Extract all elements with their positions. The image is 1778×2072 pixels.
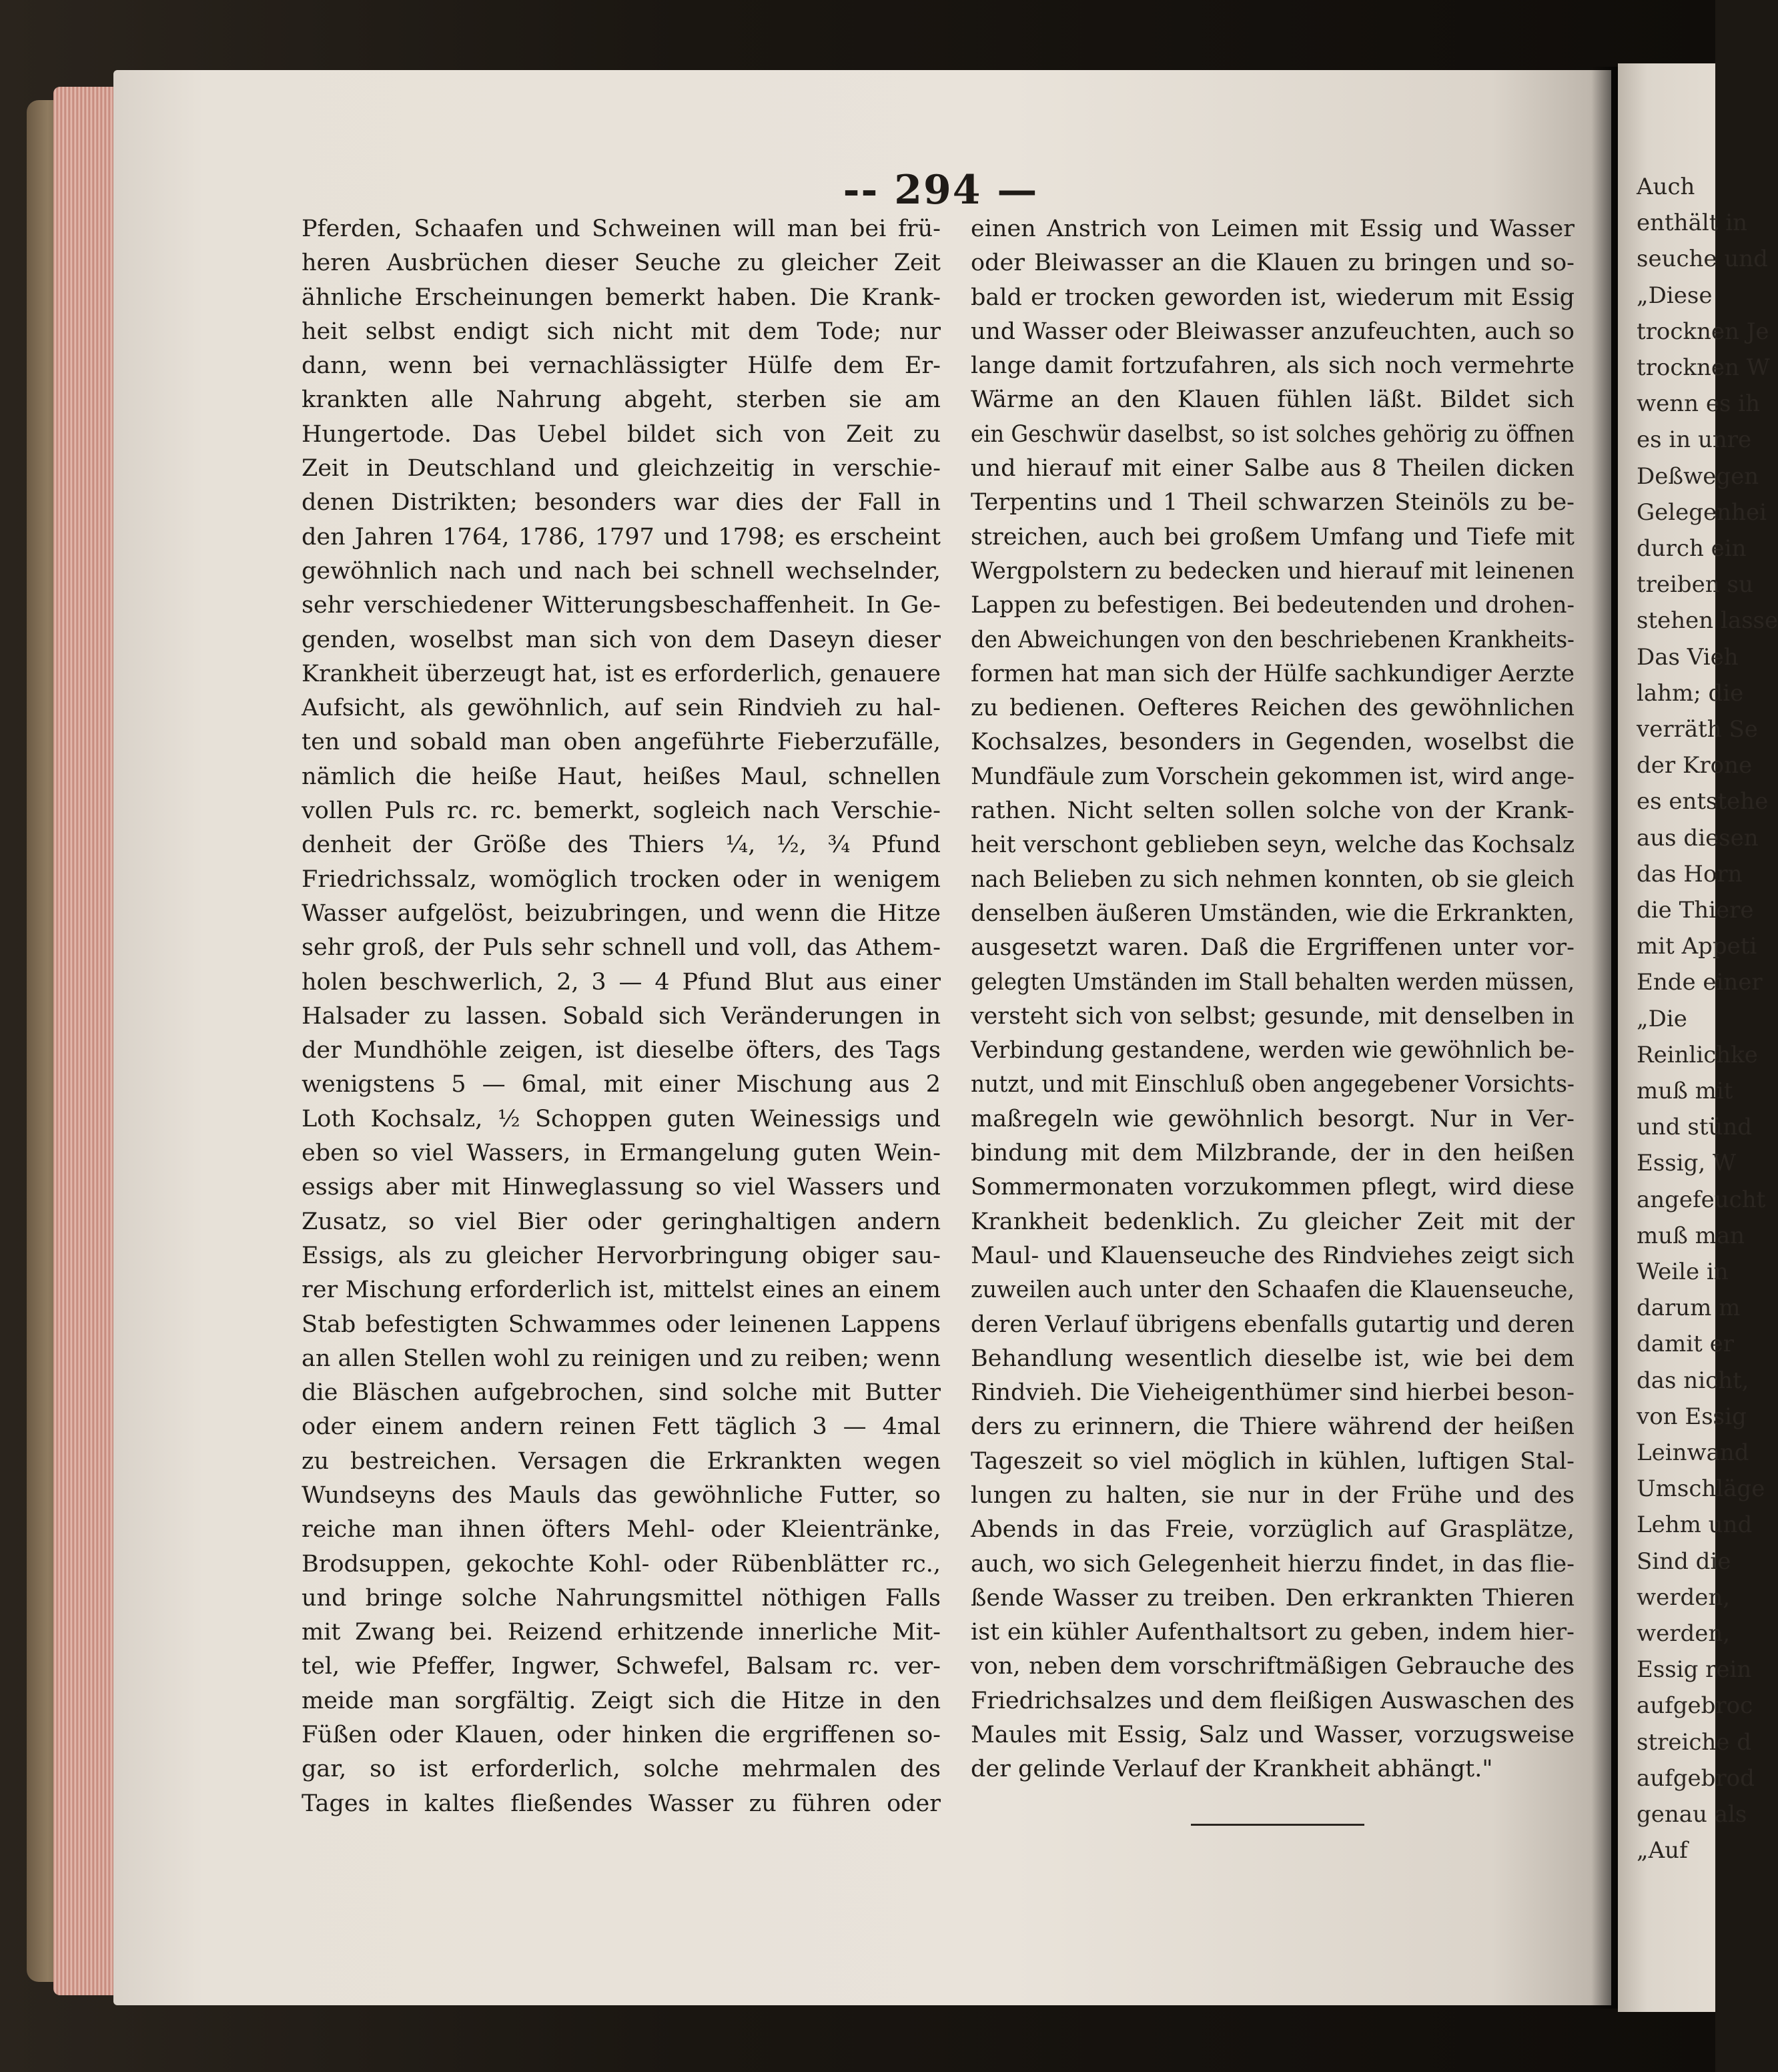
text-line: Sommermonaten vorzukommen pflegt, wird diese	[971, 1174, 1575, 1201]
next-page-line: werden,	[1637, 1620, 1731, 1647]
text-line: holen beschwerlich, 2, 3 — 4 Pfund Blut aus einer	[302, 968, 941, 996]
next-page-line: treiben su	[1637, 571, 1753, 599]
next-page-line: Sind die	[1637, 1547, 1731, 1575]
text-line: und bringe solche Nahrungsmittel nöthigen Falls	[302, 1584, 941, 1612]
next-page-line: stehen lasse	[1637, 607, 1778, 635]
text-line: lange damit fortzufahren, als sich noch vermehrte	[971, 352, 1575, 380]
next-page-line: mit Appeti	[1637, 933, 1757, 960]
text-line: gewöhnlich nach und nach bei schnell wechselnder,	[302, 557, 941, 585]
next-page-line: wenn es ih	[1637, 390, 1760, 418]
text-line: deren Verlauf übrigens ebenfalls gutartig und deren	[971, 1311, 1575, 1338]
text-line: den Abweichungen von den beschriebenen Krankheits-	[971, 626, 1575, 653]
text-line: Krankheit bedenklich. Zu gleicher Zeit mit der	[971, 1208, 1575, 1235]
text-line: heit verschont geblieben seyn, welche das Kochsalz	[971, 831, 1575, 859]
next-page-line: seuche und	[1637, 246, 1768, 273]
next-page-line: trocknen Je	[1637, 318, 1769, 345]
next-page-line: Essig, W	[1637, 1150, 1736, 1177]
next-page-line: es entstehe	[1637, 788, 1769, 815]
next-page-line: Das Vieh	[1637, 643, 1739, 671]
text-line: der gelinde Verlauf der Krankheit abhängt."	[971, 1756, 1493, 1783]
text-line: Wasser aufgelöst, beizubringen, und wenn die Hitze	[302, 900, 941, 927]
text-line: heren Ausbrüchen dieser Seuche zu gleicher Zeit	[302, 250, 941, 277]
text-line: der Mundhöhle zeigen, ist dieselbe öfters, des Tags	[302, 1037, 941, 1064]
text-line: maßregeln wie gewöhnlich besorgt. Nur in Ver-	[971, 1105, 1575, 1132]
text-line: denselben äußeren Umständen, wie die Erkrankten,	[971, 900, 1575, 927]
text-line: formen hat man sich der Hülfe sachkundiger Aerzte	[971, 660, 1575, 687]
next-page-fragment	[1618, 63, 1778, 2012]
text-line: Pferden, Schaafen und Schweinen will man bei frü-	[302, 216, 941, 242]
next-page-line: durch ein	[1637, 535, 1747, 562]
text-line: ähnliche Erscheinungen bemerkt haben. Die Krank-	[302, 284, 941, 311]
text-line: Halsader zu lassen. Sobald sich Veränderungen in	[302, 1002, 941, 1030]
text-line: Abends in das Freie, vorzüglich auf Grasplätze,	[971, 1516, 1575, 1543]
next-page-line: und stünd	[1637, 1114, 1753, 1141]
text-column-left	[302, 212, 941, 1821]
next-page-line: damit er	[1637, 1331, 1734, 1358]
next-page-line: „Die	[1637, 1005, 1687, 1032]
text-line: den Jahren 1764, 1786, 1797 und 1798; es erscheint	[302, 523, 941, 551]
text-line: genden, woselbst man sich von dem Daseyn dieser	[302, 626, 941, 653]
text-line: Wundseyns des Mauls das gewöhnliche Futter, so	[302, 1481, 941, 1509]
next-page-line: streiche d	[1637, 1728, 1751, 1756]
text-line: streichen, auch bei großem Umfang und Tiefe mit	[971, 523, 1575, 551]
next-page-line: lahm; die	[1637, 679, 1744, 707]
text-line: Friedrichssalz, womöglich trocken oder in wenigem	[302, 866, 941, 893]
text-line: Wärme an den Klauen fühlen läßt. Bildet sich	[971, 386, 1575, 414]
next-page-line: das Horn	[1637, 860, 1743, 888]
next-page-line: die Thiere	[1637, 897, 1754, 924]
text-column-right	[971, 212, 1575, 1787]
next-page-line: aus diesen	[1637, 824, 1759, 851]
text-line: eben so viel Wassers, in Ermangelung guten Wein-	[302, 1140, 941, 1167]
text-line: rer Mischung erforderlich ist, mittelst eines an einem	[302, 1277, 941, 1304]
text-line: zu bestreichen. Versagen die Erkrankten wegen	[302, 1447, 941, 1475]
next-page-line: Reinlichke	[1637, 1041, 1758, 1068]
text-line: von, neben dem vorschriftmäßigen Gebrauche des	[971, 1653, 1575, 1680]
next-page-line: „Auf	[1637, 1837, 1688, 1864]
text-line: Behandlung wesentlich dieselbe ist, wie bei dem	[971, 1345, 1575, 1372]
text-line: essigs aber mit Hinweglassung so viel Wassers und	[302, 1174, 941, 1201]
text-line: Füßen oder Klauen, oder hinken die ergriffenen so-	[302, 1722, 941, 1749]
text-line: Lappen zu befestigen. Bei bedeutenden und drohen-	[971, 592, 1575, 619]
text-line: Stab befestigten Schwammes oder leinenen Lappens	[302, 1311, 941, 1338]
next-page-line: Gelegenhei	[1637, 498, 1767, 526]
page-number: -- 294 —	[843, 167, 1039, 214]
text-line: Loth Kochsalz, ½ Schoppen guten Weinessigs und	[302, 1105, 941, 1132]
text-line: Wergpolstern zu bedecken und hierauf mit leinenen	[971, 557, 1575, 585]
next-page-line: muß man	[1637, 1222, 1745, 1249]
text-line: Maules mit Essig, Salz und Wasser, vorzugsweise	[971, 1722, 1575, 1749]
text-line: lungen zu halten, sie nur in der Frühe und des	[971, 1481, 1575, 1509]
text-line: gelegten Umständen im Stall behalten werden müssen,	[971, 968, 1575, 996]
next-page-line: Umschläge	[1637, 1475, 1765, 1503]
next-page-line: darum m	[1637, 1295, 1741, 1322]
text-line: zu bedienen. Oefteres Reichen des gewöhnlichen	[971, 695, 1575, 722]
text-line: Mundfäule zum Vorschein gekommen ist, wird ange-	[971, 763, 1575, 790]
next-page-line: Deßwegen	[1637, 462, 1759, 490]
text-line: Tageszeit so viel möglich in kühlen, luftigen Stal-	[971, 1447, 1575, 1475]
text-line: Verbindung gestandene, werden wie gewöhnlich be-	[971, 1037, 1575, 1064]
next-page-line: Weile in	[1637, 1259, 1729, 1285]
text-line: die Bläschen aufgebrochen, sind solche mit Butter	[302, 1379, 941, 1407]
text-line: Krankheit überzeugt hat, ist es erforderlich, genauere	[302, 660, 941, 687]
next-page-line: werden,	[1637, 1584, 1731, 1611]
text-line: reiche man ihnen öfters Mehl- oder Kleientränke,	[302, 1516, 941, 1543]
text-line: Terpentins und 1 Theil schwarzen Steinöls zu be-	[971, 489, 1575, 516]
text-line: Hungertode. Das Uebel bildet sich von Zeit zu	[302, 420, 941, 448]
text-line: ausgesetzt waren. Daß die Ergriffenen unter vor-	[971, 934, 1575, 962]
text-line: versteht sich von selbst; gesunde, mit denselben in	[971, 1002, 1575, 1030]
text-line: Zeit in Deutschland und gleichzeitig in verschie-	[302, 455, 941, 482]
next-page-line: trocknen W	[1637, 354, 1770, 381]
next-page-line: aufgebroc	[1637, 1692, 1753, 1720]
next-page-line: Ende einer	[1637, 969, 1763, 996]
next-page-line: verräth Se	[1637, 716, 1758, 743]
text-line: Kochsalzes, besonders in Gegenden, woselbst die	[971, 729, 1575, 756]
text-line: oder einem andern reinen Fett täglich 3 — 4mal	[302, 1413, 941, 1441]
text-line: Tages in kaltes fließendes Wasser zu führen oder	[302, 1790, 941, 1817]
next-page-line: muß mit	[1637, 1078, 1733, 1104]
text-line: einen Anstrich von Leimen mit Essig und Wasser	[971, 216, 1575, 242]
next-page-line: „Diese	[1637, 282, 1713, 309]
text-line: mit Zwang bei. Reizend erhitzende innerliche Mit-	[302, 1619, 941, 1646]
text-line: Brodsuppen, gekochte Kohl- oder Rübenblätter rc.,	[302, 1550, 941, 1578]
text-line: Essigs, als zu gleicher Hervorbringung obiger sau-	[302, 1242, 941, 1269]
text-line: Rindvieh. Die Vieheigenthümer sind hierbei beson-	[971, 1379, 1575, 1407]
end-rule	[1191, 1824, 1364, 1826]
next-page-line: Leinwand	[1637, 1439, 1749, 1466]
next-page-line: aufgebrod	[1637, 1764, 1755, 1792]
text-line: Aufsicht, als gewöhnlich, auf sein Rindvieh zu hal-	[302, 695, 941, 722]
text-line: denheit der Größe des Thiers ¼, ½, ¾ Pfund	[302, 831, 941, 859]
text-line: gar, so ist erforderlich, solche mehrmalen des	[302, 1756, 941, 1783]
text-line: auch, wo sich Gelegenheit hierzu findet, in das flie-	[971, 1550, 1575, 1578]
text-line: tel, wie Pfeffer, Ingwer, Schwefel, Balsam rc. ver-	[302, 1653, 941, 1680]
next-page-line: es in unre	[1637, 426, 1752, 454]
text-line: Friedrichsalzes und dem fleißigen Auswaschen des	[971, 1687, 1575, 1714]
next-page-line: von Essig	[1637, 1403, 1747, 1430]
next-page-line: enthält in	[1637, 210, 1747, 237]
next-page-line: Auch	[1637, 174, 1695, 200]
text-line: dann, wenn bei vernachlässigter Hülfe dem Er-	[302, 352, 941, 380]
text-line: nach Belieben zu sich nehmen konnten, ob sie gleich	[971, 866, 1575, 893]
text-line: denen Distrikten; besonders war dies der Fall in	[302, 489, 941, 516]
text-line: und Wasser oder Bleiwasser anzufeuchten, auch so	[971, 318, 1575, 345]
text-line: vollen Puls rc. rc. bemerkt, sogleich nach Verschie-	[302, 797, 941, 825]
next-page-line: Lehm und	[1637, 1511, 1753, 1539]
text-line: nämlich die heiße Haut, heißes Maul, schnellen	[302, 763, 941, 790]
text-line: und hierauf mit einer Salbe aus 8 Theilen dicken	[971, 455, 1575, 482]
next-page-line: das nicht,	[1637, 1367, 1749, 1394]
text-line: rathen. Nicht selten sollen solche von der Krank-	[971, 797, 1575, 825]
text-line: ßende Wasser zu treiben. Den erkrankten Thieren	[971, 1584, 1575, 1612]
next-page-line: angefeucht	[1637, 1186, 1766, 1213]
next-page-line: genau als	[1637, 1801, 1747, 1828]
text-line: krankten alle Nahrung abgeht, sterben sie am	[302, 386, 941, 414]
text-line: Zusatz, so viel Bier oder geringhaltigen andern	[302, 1208, 941, 1235]
text-line: heit selbst endigt sich nicht mit dem Tode; nur	[302, 318, 941, 345]
text-line: zuweilen auch unter den Schaafen die Klauenseuche,	[971, 1277, 1575, 1304]
text-line: sehr verschiedener Witterungsbeschaffenheit. In Ge-	[302, 592, 941, 619]
text-line: Maul- und Klauenseuche des Rindviehes zeigt sich	[971, 1242, 1575, 1269]
text-line: bindung mit dem Milzbrande, der in den heißen	[971, 1140, 1575, 1167]
text-line: ein Geschwür daselbst, so ist solches gehörig zu öffnen	[971, 420, 1575, 448]
text-line: bald er trocken geworden ist, wiederum mit Essig	[971, 284, 1575, 311]
text-line: wenigstens 5 — 6mal, mit einer Mischung aus 2	[302, 1071, 941, 1098]
next-page-line: der Krone	[1637, 752, 1753, 779]
text-line: sehr groß, der Puls sehr schnell und voll, das Athem-	[302, 934, 941, 962]
text-line: an allen Stellen wohl zu reinigen und zu reiben; wenn	[302, 1345, 941, 1372]
text-line: ist ein kühler Aufenthaltsort zu geben, indem hier-	[971, 1619, 1575, 1646]
text-line: nutzt, und mit Einschluß oben angegebener Vorsichts-	[971, 1071, 1575, 1098]
text-line: meide man sorgfältig. Zeigt sich die Hitze in den	[302, 1687, 941, 1714]
next-page-line: Essig rein	[1637, 1656, 1752, 1684]
text-line: oder Bleiwasser an die Klauen zu bringen und so-	[971, 250, 1575, 277]
text-line: ten und sobald man oben angeführte Fieberzufälle,	[302, 729, 941, 756]
text-line: ders zu erinnern, die Thiere während der heißen	[971, 1413, 1575, 1441]
